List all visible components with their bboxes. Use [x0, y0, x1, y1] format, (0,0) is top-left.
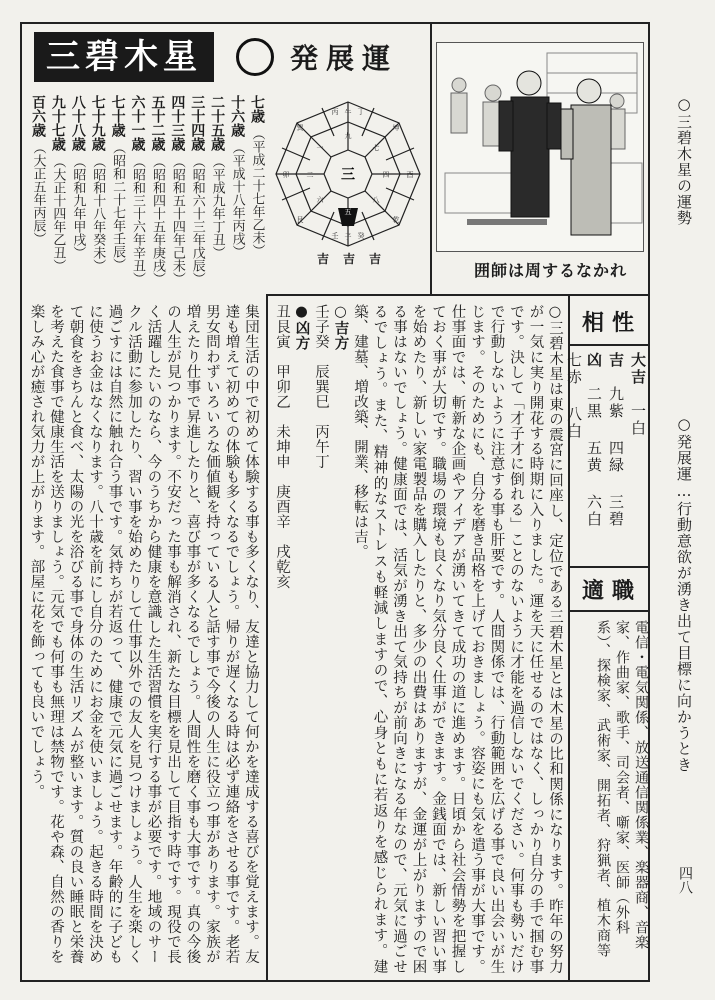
age-entry [50, 95, 66, 290]
age-value: 六十一歳 [129, 95, 146, 151]
svg-text:一: 一 [316, 144, 324, 152]
svg-text:乾: 乾 [392, 216, 400, 224]
age-value: 七十歳 [109, 95, 126, 137]
aptitude-text: 電信・電気関係、放送通信関係業、楽器商、音楽家、作曲家、歌手、司会者、噺家、医師（外科系）、探検家、武術家、開拓者、狩猟者、植木商等 [595, 620, 649, 958]
compatibility-good-label: 吉 [607, 352, 625, 369]
svg-text:四: 四 [382, 171, 390, 179]
illustration-caption: 囲師は周するなかれ [474, 261, 628, 280]
svg-text:七: 七 [372, 144, 380, 152]
age-entry [110, 95, 126, 290]
age-entry [149, 95, 165, 290]
circle-mark-icon [236, 38, 274, 76]
lucky-mark: 吉 [368, 252, 381, 266]
compass-center-value: 三 [341, 167, 355, 183]
svg-text:九: 九 [344, 132, 352, 140]
compatibility-great-value: 一白 [629, 403, 647, 437]
fortune-main-text [276, 304, 564, 974]
age-era: （昭和五十四年己未） [169, 155, 185, 285]
age-era: （平成二十七年乙未） [249, 127, 265, 257]
aptitude-heading: 適職 [582, 579, 643, 604]
age-era: （昭和四十五年庚戌） [149, 155, 165, 285]
age-entry [209, 95, 225, 290]
svg-text:巽: 巽 [296, 124, 304, 132]
unlucky-direction-value: 丑艮寅 甲卯乙 未坤申 庚酉辛 戌乾亥 [274, 304, 290, 589]
side-note-fortune: ○三碧木星の運勢 [675, 95, 693, 226]
age-list [30, 95, 265, 290]
age-value: 八十八歳 [69, 95, 86, 151]
divider [430, 24, 432, 294]
age-era: （大正五年丙辰） [30, 141, 46, 245]
divider [570, 344, 650, 346]
svg-text:子: 子 [344, 233, 352, 241]
age-value: 七十九歳 [89, 95, 106, 151]
lucky-mark: 吉 [342, 252, 355, 266]
age-value: 五十二歳 [149, 95, 166, 151]
divider [266, 294, 268, 980]
age-entry [70, 95, 86, 290]
svg-text:午: 午 [344, 109, 352, 117]
svg-text:酉: 酉 [406, 171, 414, 179]
direction-compass [272, 98, 424, 268]
age-value: 四十三歳 [169, 95, 186, 151]
age-era: （大正十四年乙丑） [50, 155, 66, 272]
page-title: 三碧木星 [34, 32, 214, 82]
compatibility-bad-label: 凶 [585, 352, 603, 369]
svg-text:壬: 壬 [331, 232, 339, 240]
divider [266, 294, 650, 296]
compatibility-bad-value: 二黒 五黄 六白 七赤 八白 [565, 352, 603, 528]
age-entry [30, 95, 46, 290]
divider [570, 566, 650, 568]
age-entry [169, 95, 185, 290]
unlucky-direction-label: ●凶方 [293, 304, 310, 351]
age-era: （昭和二十七年壬辰） [110, 141, 126, 271]
age-era: （昭和六十三年戊辰） [189, 155, 205, 285]
svg-text:六: 六 [316, 196, 324, 204]
age-value: 二十五歳 [209, 95, 226, 151]
svg-text:八: 八 [372, 196, 380, 204]
age-entry [229, 95, 245, 290]
svg-text:艮: 艮 [296, 216, 304, 224]
age-era: （昭和三十六年辛丑） [130, 155, 146, 285]
age-entry [130, 95, 146, 290]
compatibility-great [628, 352, 648, 562]
age-entry [249, 95, 265, 290]
side-note-development: ○発展運…行動意欲が湧き出て目標に向かうとき [675, 415, 693, 773]
compatibility-bad [564, 352, 604, 562]
age-entry [189, 95, 205, 290]
age-entry [90, 95, 106, 290]
page-number: 四八 [677, 866, 693, 894]
office-scene-image [437, 43, 644, 252]
age-value: 十六歳 [229, 95, 246, 137]
svg-text:卯: 卯 [282, 171, 290, 179]
lucky-mark: 吉 [317, 252, 330, 266]
compass-lucky-marks [317, 250, 381, 267]
svg-text:癸: 癸 [357, 232, 365, 240]
divider [570, 610, 650, 612]
title-block [34, 32, 424, 82]
compatibility-list [565, 352, 648, 562]
age-value: 三十四歳 [189, 95, 206, 151]
compatibility-good [606, 352, 626, 562]
compatibility-good-value: 九紫 四緑 三碧 [607, 386, 625, 528]
lucky-direction-label: ○吉方 [332, 304, 349, 351]
compass-diagram [272, 98, 424, 250]
age-value: 九十七歳 [49, 95, 66, 151]
age-fortune-text: 集団生活の中で初めて体験する事も多くなり、友達と協力して何かを達成する喜びを覚えます。友達も増えて初めての体験も多くなるでしょう。帰りが遅くなる時は必ず連絡をさせる事です。老若男女問わずいろいろな価値観を持っている人と話す事で今後の人生に役立つ事があります。家族が増えたり仕事で昇進したりと、喜び事が多くなるでしょう。人間性を磨く事も大事です。真の今後の人生が見つかります。不安だった事も解消され、新たな目標を見出して目指す時です。現役で長く活躍したいのなら、今のうちから健康を意識した生活習慣を実行する事が必要です。地域のサークル活動に参加したり、習い事を始めたりして仕事以外での友人を見つけましょう。人生を楽しく過ごすには自然に触れ合う事です。気持ちが若返って、健康で元気に過ごせます。年齢的に子どもに使うお金はなくなります。八十歳を前にし自分のためにお金を使いましょう。起きる時間を決めて朝食をきちんと食べ、太陽の光を浴びる事で身体の生活リズムが整います。質の良い睡眠と栄養を考えた食事で健康生活を送りましょう。元気でも何事も無理は禁物です。花や森、自然の香りを楽しみ心が癒され気力が上がります。部屋に花を飾っても良いでしょう。 [28, 304, 259, 964]
age-value: 百六歳 [30, 95, 46, 137]
age-value: 七歳 [248, 95, 265, 123]
age-era: （昭和十八年癸未） [90, 155, 106, 272]
fortune-type-title: 発展運 [290, 42, 399, 75]
age-era: （平成九年丁丑） [209, 155, 225, 259]
svg-text:丙: 丙 [331, 108, 339, 116]
lucky-direction-value: 壬子癸 辰巽巳 丙午丁 [313, 304, 329, 469]
svg-text:坤: 坤 [392, 124, 400, 132]
compatibility-heading: 相性 [582, 311, 643, 336]
svg-text:丁: 丁 [357, 108, 365, 116]
age-era: （平成十八年丙戌） [229, 141, 245, 258]
svg-text:五: 五 [344, 208, 352, 216]
compatibility-great-label: 大吉 [629, 352, 647, 386]
svg-text:二: 二 [306, 171, 314, 179]
office-illustration [436, 42, 644, 252]
fortune-main-body: ○三碧木星は東の震宮に回座し、定位である三碧木星とは木星の比和関係になります。昨年の努力が一気に実り開花する時期に入りました。運を天に任せるのではなく、しっかり自分の手で掴む事です。決して「才子才に倒れる」ことのないように才能を過信しないでください。何事も勢いだけで行動しないように注意する事も肝要です。人間関係では、行動範囲を広げる事で良い出会いが生じます。そのためにも、自分を磨き品格を上げておきましょう。容姿にも気を遣う事が大事です。仕事面では、斬新な企画やアイデアが湧いてきて成功の道に進めます。日頃から社会情勢を把握しておく事が大切です。職場の環境も良くなり気分良く仕事ができます。金銭面では、新しい習い事を始めたり、新しい家電製品を購入したりと、多少の出費はありますが、金運が上がりますので困る事はないでしょう。健康面では、活気が湧き出て気持ちが前向きになる年なので、元気に過ごせるでしょう。また、精神的なストレスも軽減しますので、心身ともに若返りを感じられます。建築、建墓、増改築、開業、移転は吉。 [352, 304, 563, 975]
age-era: （昭和九年甲戌） [70, 155, 86, 259]
